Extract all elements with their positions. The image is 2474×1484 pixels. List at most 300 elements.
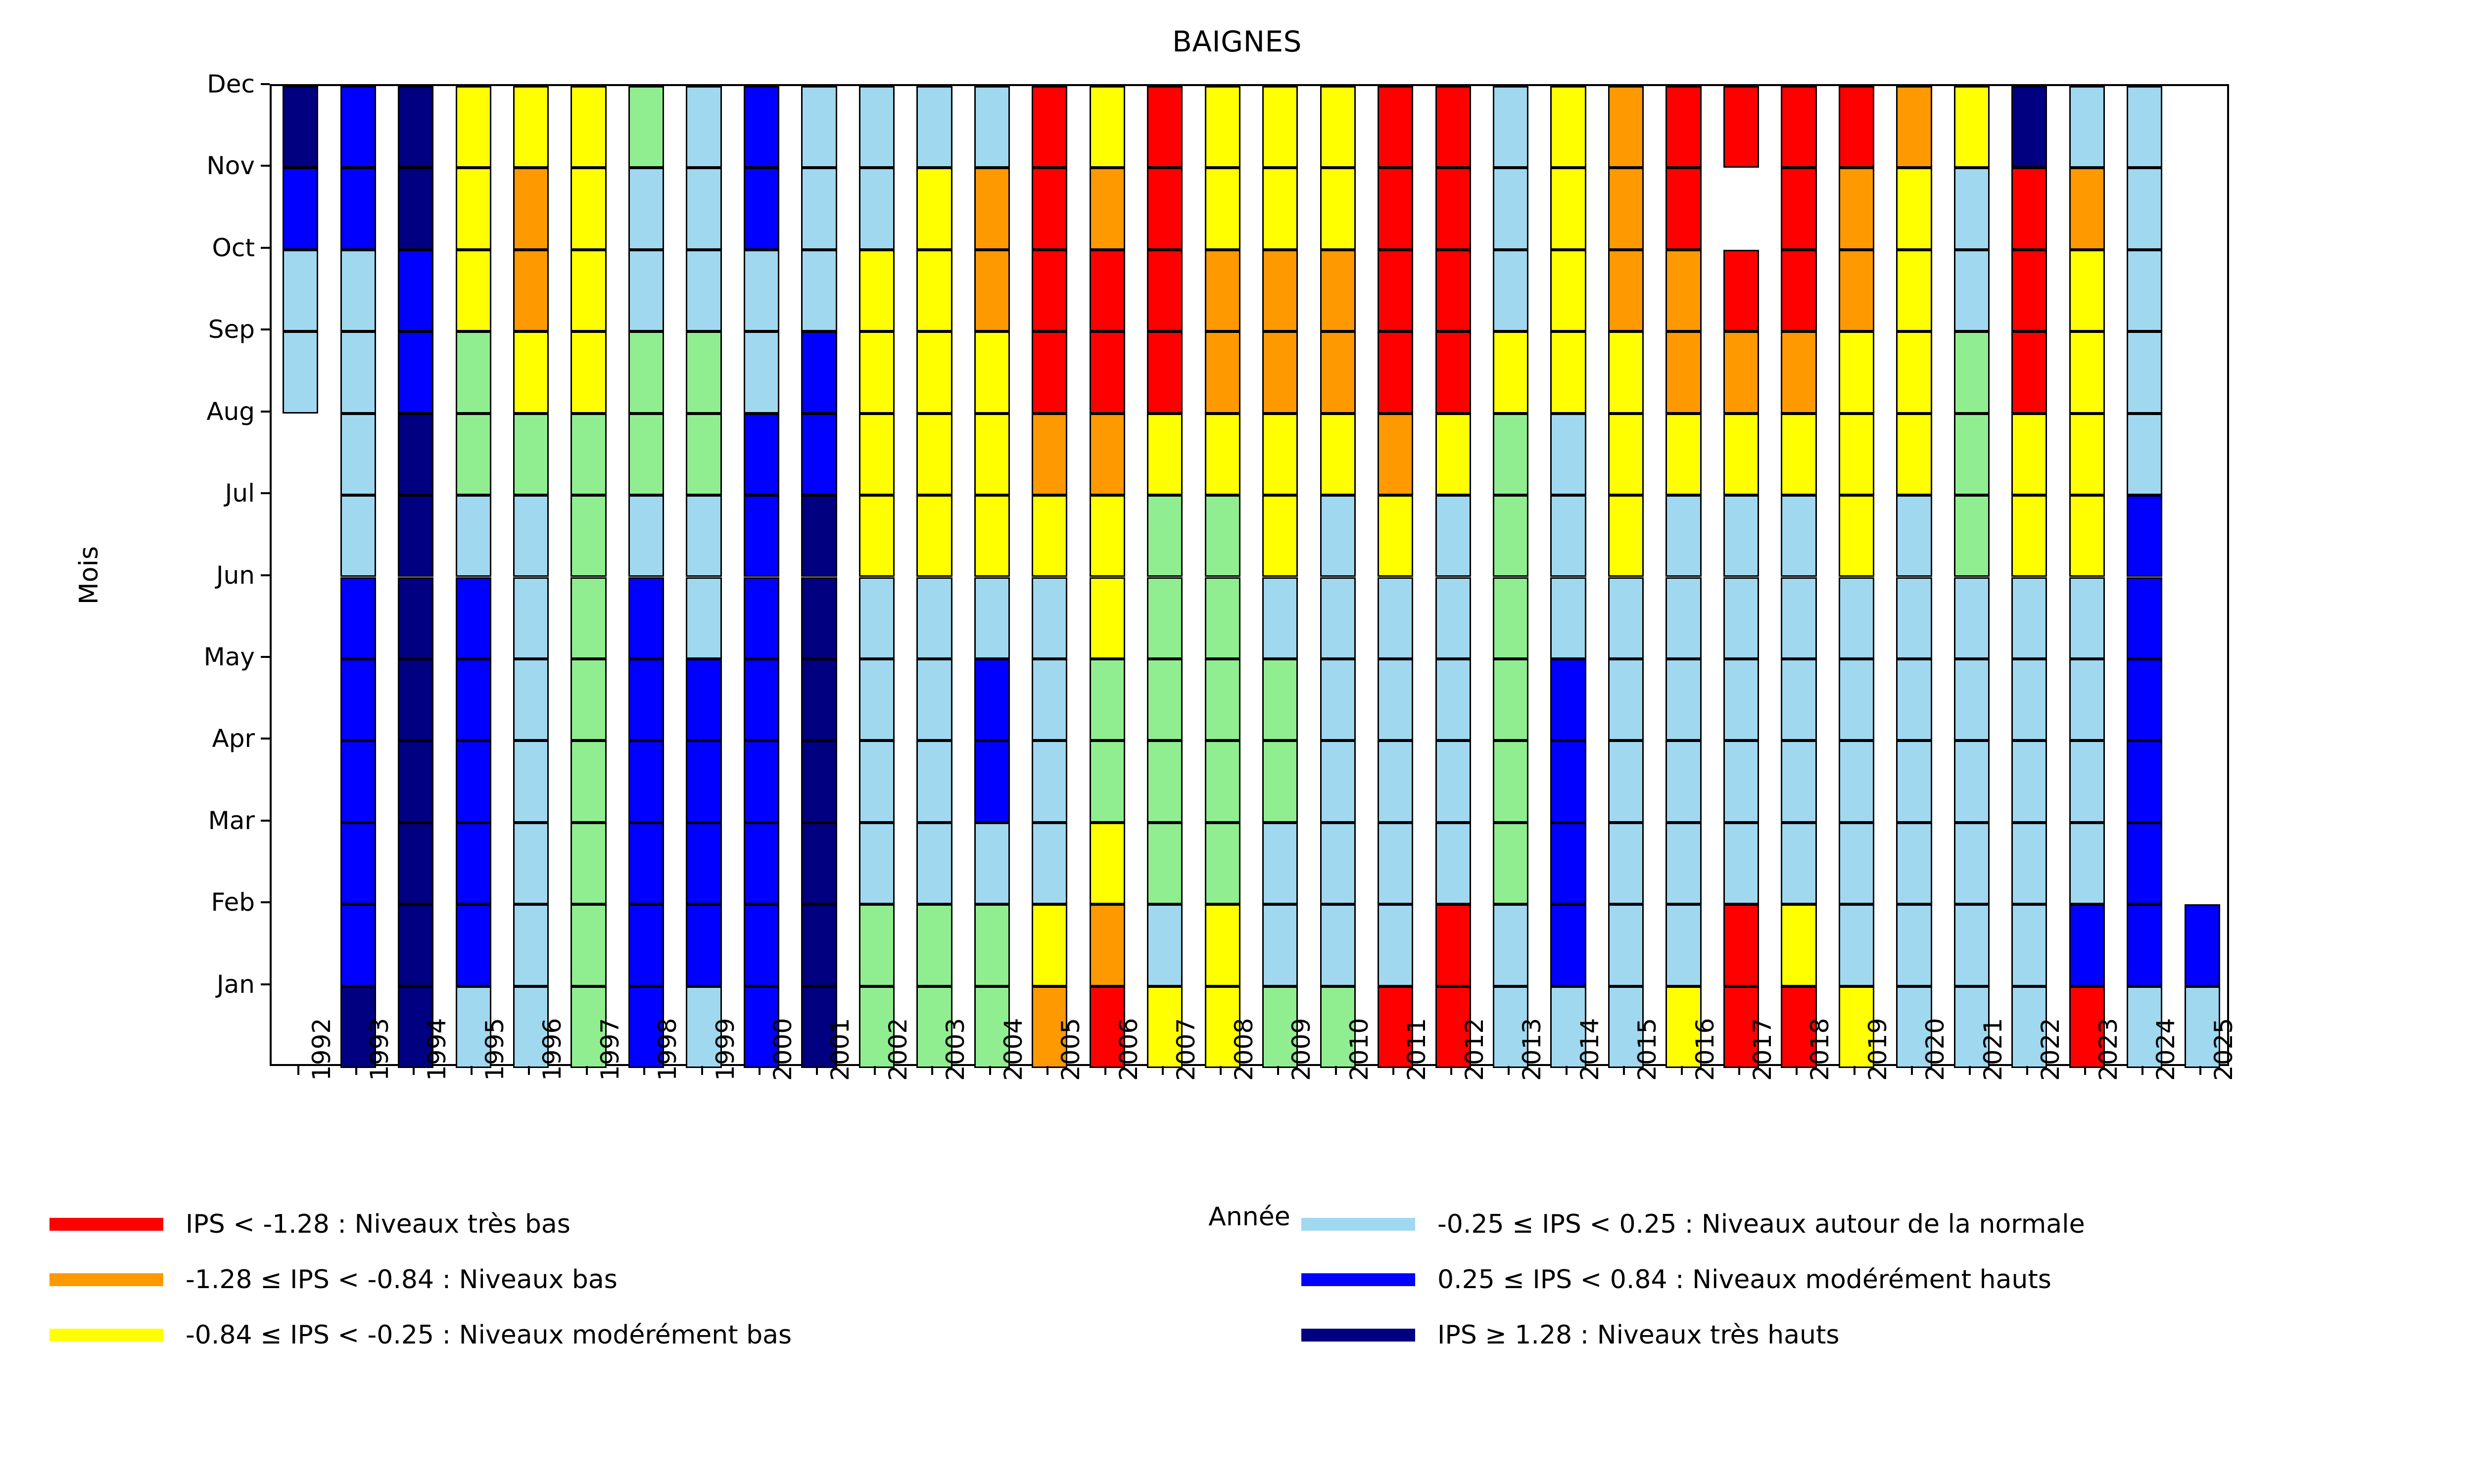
heatmap-cell (1262, 659, 1298, 741)
heatmap-cell (801, 495, 837, 577)
heatmap-cell (513, 86, 549, 168)
heatmap-cell (1493, 86, 1528, 168)
heatmap-cell (916, 250, 952, 331)
y-tick-label: Aug (206, 397, 255, 426)
heatmap-cell (2127, 577, 2162, 659)
x-tick-mark (931, 1066, 933, 1075)
heatmap-cell (1147, 250, 1183, 331)
x-tick-label: 2024 (2151, 1018, 2181, 1081)
heatmap-cell (1608, 495, 1644, 577)
heatmap-cell (1378, 823, 1413, 904)
heatmap-cell (1954, 495, 1990, 577)
y-tick-label: May (203, 642, 255, 671)
heatmap-cell (1205, 823, 1240, 904)
heatmap-cell (916, 904, 952, 986)
heatmap-cell (916, 86, 952, 168)
heatmap-cell (1147, 577, 1183, 659)
heatmap-cell (974, 250, 1010, 331)
x-tick-mark (989, 1066, 991, 1075)
heatmap-cell (1032, 904, 1067, 986)
heatmap-cell (2127, 659, 2162, 741)
heatmap-cell (456, 414, 491, 495)
heatmap-cell (1896, 577, 1932, 659)
legend-item-mod_hauts[interactable] (1301, 1252, 2051, 1307)
heatmap-cell (628, 495, 664, 577)
heatmap-cell (1378, 577, 1413, 659)
heatmap-cell (456, 331, 491, 413)
heatmap-cell (1839, 659, 1874, 741)
heatmap-cell (1320, 331, 1356, 413)
x-tick-label: 1999 (711, 1018, 740, 1081)
heatmap-cell (456, 168, 491, 249)
heatmap-cell (1954, 659, 1990, 741)
heatmap-cell (1839, 904, 1874, 986)
y-tick-label: Mar (208, 806, 255, 835)
legend-item-tres_bas[interactable] (49, 1197, 571, 1252)
heatmap-cell (1205, 904, 1240, 986)
heatmap-cell (916, 168, 952, 249)
heatmap-cell (859, 741, 895, 822)
x-tick-mark (413, 1066, 415, 1075)
heatmap-cell (398, 659, 433, 741)
heatmap-cell (1090, 414, 1125, 495)
heatmap-cell (1839, 577, 1874, 659)
heatmap-cell (1781, 414, 1816, 495)
x-tick-mark (1508, 1066, 1510, 1075)
heatmap-cell (1378, 414, 1413, 495)
x-tick-mark (1162, 1066, 1164, 1075)
heatmap-cell (1147, 495, 1183, 577)
y-tick-mark (261, 738, 270, 740)
heatmap-cell (1032, 577, 1067, 659)
heatmap-cell (1608, 741, 1644, 822)
heatmap-cell (2011, 904, 2047, 986)
heatmap-cell (1320, 495, 1356, 577)
x-tick-label: 1998 (653, 1018, 682, 1081)
legend-item-normale[interactable] (1301, 1197, 2085, 1252)
heatmap-cell (398, 250, 433, 331)
heatmap-cell (1896, 168, 1932, 249)
heatmap-cell (1435, 414, 1471, 495)
heatmap-cell (456, 250, 491, 331)
heatmap-cell (398, 577, 433, 659)
x-tick-label: 2005 (1056, 1018, 1086, 1081)
heatmap-cell (2127, 331, 2162, 413)
heatmap-cell (398, 495, 433, 577)
heatmap-cell (1954, 86, 1990, 168)
heatmap-cell (1665, 823, 1701, 904)
heatmap-cell (1090, 250, 1125, 331)
heatmap-cell (2127, 414, 2162, 495)
heatmap-cell (1839, 741, 1874, 822)
heatmap-cell (801, 250, 837, 331)
heatmap-cell (744, 659, 779, 741)
heatmap-cell (1435, 331, 1471, 413)
heatmap-cell (1550, 86, 1586, 168)
heatmap-cell (1550, 414, 1586, 495)
heatmap-cell (1781, 823, 1816, 904)
heatmap-cell (2069, 86, 2105, 168)
x-tick-label: 1994 (423, 1018, 452, 1081)
heatmap-cell (571, 495, 606, 577)
y-tick-label: Nov (206, 151, 255, 181)
heatmap-cell (340, 741, 376, 822)
heatmap-cell (1262, 577, 1298, 659)
y-tick-mark (261, 983, 270, 985)
y-axis-label: Mois (74, 546, 104, 605)
heatmap-cell (1378, 168, 1413, 249)
heatmap-cell (1665, 741, 1701, 822)
heatmap-cell (1205, 741, 1240, 822)
heatmap-cell (1781, 904, 1816, 986)
heatmap-cell (1608, 86, 1644, 168)
heatmap-plot-area (270, 84, 2229, 1066)
heatmap-cell (1839, 495, 1874, 577)
heatmap-cell (859, 577, 895, 659)
y-axis (0, 70, 270, 1066)
heatmap-cell (283, 86, 318, 168)
heatmap-cell (1665, 659, 1701, 741)
x-tick-label: 2010 (1344, 1018, 1374, 1081)
heatmap-cell (1493, 250, 1528, 331)
heatmap-cell (801, 577, 837, 659)
x-tick-mark (874, 1066, 876, 1075)
legend-swatch-bas (49, 1273, 163, 1286)
heatmap-cell (1954, 331, 1990, 413)
heatmap-cell (1608, 250, 1644, 331)
heatmap-cell (974, 331, 1010, 413)
heatmap-cell (1262, 495, 1298, 577)
heatmap-cell (398, 904, 433, 986)
heatmap-cell (1665, 414, 1701, 495)
heatmap-cell (916, 414, 952, 495)
heatmap-cell (1147, 86, 1183, 168)
x-tick-label: 1993 (365, 1018, 394, 1081)
heatmap-cell (1896, 86, 1932, 168)
heatmap-cell (916, 331, 952, 413)
heatmap-cell (974, 904, 1010, 986)
heatmap-cell (2011, 331, 2047, 413)
x-tick-label: 2002 (883, 1018, 912, 1081)
heatmap-cell (1493, 741, 1528, 822)
x-tick-mark (1104, 1066, 1106, 1075)
heatmap-cell (1435, 659, 1471, 741)
heatmap-cell (456, 741, 491, 822)
heatmap-cell (1723, 904, 1759, 986)
legend-label-normale: -0.25 ≤ IPS < 0.25 : Niveaux autour de la normale (1437, 1209, 2085, 1239)
heatmap-cell (628, 741, 664, 822)
heatmap-cell (456, 659, 491, 741)
heatmap-cell (1262, 823, 1298, 904)
legend-label-tres_bas: IPS < -1.28 : Niveaux très bas (186, 1209, 571, 1239)
y-tick-mark (261, 901, 270, 903)
heatmap-cell (974, 168, 1010, 249)
heatmap-cell (686, 741, 721, 822)
heatmap-cell (340, 86, 376, 168)
heatmap-cell (1781, 577, 1816, 659)
x-tick-label: 2016 (1690, 1018, 1719, 1081)
heatmap-cell (1032, 659, 1067, 741)
x-tick-mark (2141, 1066, 2143, 1075)
heatmap-cell (456, 577, 491, 659)
heatmap-cell (2069, 577, 2105, 659)
heatmap-cell (513, 495, 549, 577)
heatmap-cell (1378, 741, 1413, 822)
y-tick-label: Apr (212, 724, 255, 753)
heatmap-cell (1781, 250, 1816, 331)
heatmap-cell (1839, 414, 1874, 495)
heatmap-cell (340, 168, 376, 249)
heatmap-cell (1320, 823, 1356, 904)
heatmap-cell (283, 168, 318, 249)
legend (49, 1197, 2425, 1385)
x-tick-mark (1796, 1066, 1798, 1075)
x-tick-mark (1738, 1066, 1740, 1075)
heatmap-cell (340, 823, 376, 904)
legend-swatch-normale (1301, 1218, 1415, 1231)
y-tick-mark (261, 328, 270, 330)
heatmap-cell (744, 741, 779, 822)
heatmap-cell (1205, 577, 1240, 659)
heatmap-cell (1262, 741, 1298, 822)
heatmap-cell (1896, 741, 1932, 822)
heatmap-cell (1608, 168, 1644, 249)
heatmap-cell (1378, 331, 1413, 413)
heatmap-cell (1262, 414, 1298, 495)
heatmap-cell (1954, 904, 1990, 986)
heatmap-cell (1550, 904, 1586, 986)
heatmap-cell (1435, 577, 1471, 659)
heatmap-cell (628, 577, 664, 659)
heatmap-cell (1090, 577, 1125, 659)
heatmap-cell (2011, 741, 2047, 822)
heatmap-cell (859, 495, 895, 577)
x-tick-mark (1566, 1066, 1568, 1075)
heatmap-cell (1320, 659, 1356, 741)
x-tick-label: 2017 (1748, 1018, 1777, 1081)
heatmap-cell (1378, 86, 1413, 168)
heatmap-cell (2069, 414, 2105, 495)
heatmap-cell (1608, 904, 1644, 986)
heatmap-cell (1378, 495, 1413, 577)
heatmap-cell (1954, 250, 1990, 331)
heatmap-cell (974, 86, 1010, 168)
heatmap-cell (1896, 495, 1932, 577)
x-tick-mark (2026, 1066, 2028, 1075)
heatmap-cell (1435, 86, 1471, 168)
heatmap-cell (1032, 414, 1067, 495)
heatmap-cell (340, 331, 376, 413)
x-tick-label: 2004 (999, 1018, 1028, 1081)
heatmap-cell (283, 331, 318, 413)
heatmap-cell (1723, 86, 1759, 168)
heatmap-cell (1896, 250, 1932, 331)
heatmap-cell (456, 904, 491, 986)
x-tick-mark (471, 1066, 473, 1075)
heatmap-cell (744, 904, 779, 986)
x-tick-mark (643, 1066, 645, 1075)
x-tick-label: 2013 (1518, 1018, 1547, 1081)
legend-swatch-mod_hauts (1301, 1273, 1415, 1286)
heatmap-cell (2185, 904, 2220, 986)
heatmap-cell (1550, 659, 1586, 741)
heatmap-cell (513, 168, 549, 249)
heatmap-cell (2127, 250, 2162, 331)
heatmap-cell (1896, 659, 1932, 741)
x-tick-mark (355, 1066, 357, 1075)
heatmap-cell (1205, 331, 1240, 413)
heatmap-cell (859, 331, 895, 413)
heatmap-cell (2011, 250, 2047, 331)
heatmap-cell (686, 495, 721, 577)
heatmap-cell (1147, 741, 1183, 822)
heatmap-cell (801, 168, 837, 249)
heatmap-cell (571, 577, 606, 659)
heatmap-cell (686, 86, 721, 168)
heatmap-cell (2069, 331, 2105, 413)
heatmap-cell (686, 331, 721, 413)
heatmap-cell (1839, 823, 1874, 904)
heatmap-cell (1896, 414, 1932, 495)
heatmap-cell (1378, 904, 1413, 986)
heatmap-cell (1205, 168, 1240, 249)
heatmap-cell (628, 414, 664, 495)
legend-item-bas[interactable] (49, 1252, 618, 1307)
heatmap-cell (1608, 823, 1644, 904)
heatmap-cell (1493, 331, 1528, 413)
heatmap-cell (1781, 741, 1816, 822)
heatmap-cell (974, 659, 1010, 741)
heatmap-cell (1435, 168, 1471, 249)
y-tick-label: Jan (216, 970, 255, 999)
y-tick-label: Jun (216, 560, 255, 590)
heatmap-cell (340, 495, 376, 577)
legend-label-bas: -1.28 ≤ IPS < -0.84 : Niveaux bas (186, 1265, 618, 1295)
x-tick-mark (1450, 1066, 1452, 1075)
heatmap-cell (628, 659, 664, 741)
x-tick-label: 2020 (1921, 1018, 1950, 1081)
heatmap-cell (974, 414, 1010, 495)
x-tick-label: 2015 (1633, 1018, 1662, 1081)
x-axis (270, 1018, 2238, 1214)
legend-column-left (49, 1197, 1237, 1385)
heatmap-cell (859, 904, 895, 986)
legend-label-mod_hauts: 0.25 ≤ IPS < 0.84 : Niveaux modérément hauts (1437, 1265, 2051, 1295)
heatmap-cell (859, 414, 895, 495)
heatmap-cell (916, 659, 952, 741)
heatmap-cells (272, 86, 2227, 1064)
heatmap-cell (859, 250, 895, 331)
legend-item-mod_bas[interactable] (49, 1308, 792, 1362)
heatmap-cell (2011, 577, 2047, 659)
heatmap-cell (1090, 495, 1125, 577)
heatmap-cell (686, 823, 721, 904)
heatmap-cell (1032, 250, 1067, 331)
x-tick-label: 1997 (595, 1018, 624, 1081)
heatmap-cell (801, 659, 837, 741)
x-tick-mark (297, 1066, 299, 1075)
heatmap-cell (744, 86, 779, 168)
y-tick-label: Jul (225, 479, 255, 508)
heatmap-cell (340, 904, 376, 986)
heatmap-cell (1550, 168, 1586, 249)
heatmap-cell (1320, 250, 1356, 331)
heatmap-cell (1205, 250, 1240, 331)
heatmap-cell (1147, 659, 1183, 741)
x-tick-label: 2011 (1402, 1018, 1431, 1081)
heatmap-cell (1665, 86, 1701, 168)
y-tick-label: Feb (211, 888, 255, 917)
heatmap-cell (1954, 577, 1990, 659)
heatmap-cell (2069, 659, 2105, 741)
y-tick-label: Oct (212, 233, 255, 262)
x-tick-label: 2008 (1229, 1018, 1258, 1081)
heatmap-cell (571, 86, 606, 168)
heatmap-cell (1839, 331, 1874, 413)
heatmap-cell (513, 250, 549, 331)
heatmap-cell (1147, 331, 1183, 413)
x-tick-mark (816, 1066, 818, 1075)
heatmap-cell (1896, 904, 1932, 986)
heatmap-cell (2127, 741, 2162, 822)
x-tick-mark (1220, 1066, 1222, 1075)
x-tick-mark (586, 1066, 588, 1075)
heatmap-cell (571, 741, 606, 822)
heatmap-cell (1781, 495, 1816, 577)
heatmap-cell (859, 659, 895, 741)
heatmap-cell (398, 331, 433, 413)
heatmap-cell (2011, 86, 2047, 168)
heatmap-cell (1954, 741, 1990, 822)
heatmap-cell (340, 414, 376, 495)
heatmap-cell (1320, 168, 1356, 249)
heatmap-cell (1781, 331, 1816, 413)
heatmap-cell (916, 577, 952, 659)
heatmap-cell (2127, 904, 2162, 986)
legend-item-tres_hauts[interactable] (1301, 1308, 1839, 1362)
heatmap-cell (2011, 659, 2047, 741)
heatmap-cell (974, 577, 1010, 659)
heatmap-cell (1205, 495, 1240, 577)
heatmap-cell (1608, 331, 1644, 413)
heatmap-cell (686, 577, 721, 659)
heatmap-cell (1032, 86, 1067, 168)
x-tick-mark (528, 1066, 530, 1075)
heatmap-cell (1090, 331, 1125, 413)
y-tick-mark (261, 247, 270, 249)
heatmap-cell (2127, 823, 2162, 904)
heatmap-cell (744, 250, 779, 331)
heatmap-cell (513, 904, 549, 986)
heatmap-cell (1032, 823, 1067, 904)
heatmap-cell (1320, 904, 1356, 986)
heatmap-cell (1493, 168, 1528, 249)
heatmap-cell (1032, 495, 1067, 577)
heatmap-cell (1320, 414, 1356, 495)
heatmap-cell (974, 823, 1010, 904)
heatmap-cell (1147, 823, 1183, 904)
heatmap-cell (744, 823, 779, 904)
y-tick-mark (261, 165, 270, 167)
heatmap-cell (859, 86, 895, 168)
x-tick-label: 2006 (1114, 1018, 1143, 1081)
heatmap-cell (513, 741, 549, 822)
heatmap-cell (340, 577, 376, 659)
heatmap-cell (1781, 168, 1816, 249)
heatmap-cell (1608, 577, 1644, 659)
heatmap-cell (974, 741, 1010, 822)
heatmap-cell (801, 86, 837, 168)
